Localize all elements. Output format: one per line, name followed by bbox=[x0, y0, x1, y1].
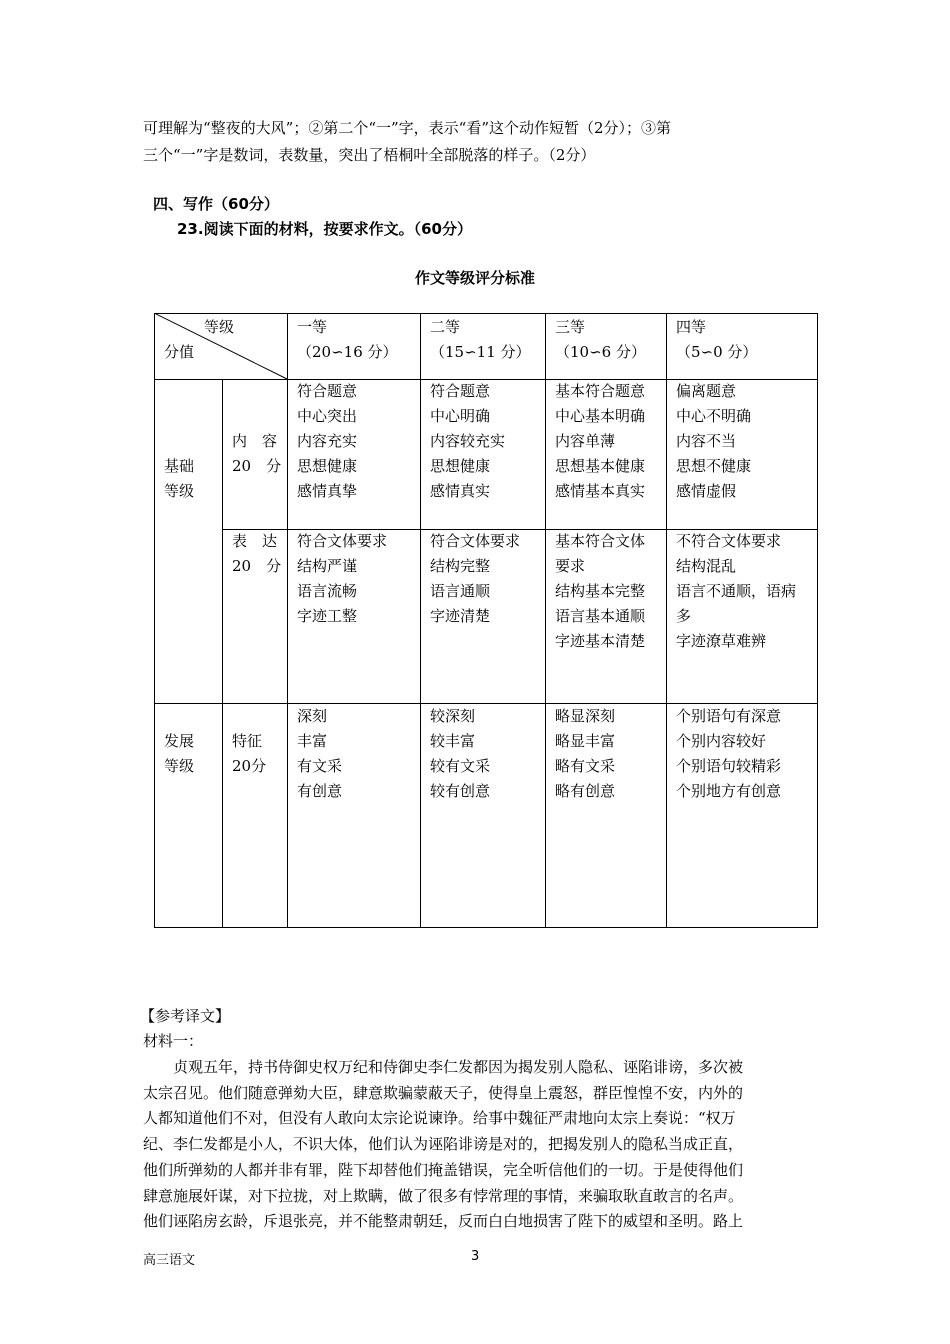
expression-label-2: 20 分 bbox=[232, 557, 282, 575]
content-g2-1: 符合题意 bbox=[430, 382, 491, 400]
development-g2-2: 较丰富 bbox=[430, 732, 476, 750]
translation-line: 纪、李仁发都是小人，不识大体，他们认为诬陷诽谤是对的，把揭发别人的隐私当成正直， bbox=[143, 1135, 744, 1154]
content-g1-5: 感情真挚 bbox=[297, 482, 358, 500]
development-g4-4: 个别地方有创意 bbox=[676, 782, 782, 800]
expression-g1-2: 结构严谨 bbox=[297, 557, 358, 575]
content-g1-3: 内容充实 bbox=[297, 432, 358, 450]
section-title: 四、写作（60分） bbox=[153, 195, 279, 213]
grade-4-name: 四等 bbox=[676, 318, 707, 336]
development-g3-4: 略有创意 bbox=[555, 782, 616, 800]
content-g3-1: 基本符合题意 bbox=[555, 382, 646, 400]
content-g3-3: 内容单薄 bbox=[555, 432, 616, 450]
content-label-2: 20 分 bbox=[232, 457, 282, 475]
expression-g3-5: 字迹基本清楚 bbox=[555, 632, 646, 650]
basic-label-1: 基础 bbox=[164, 457, 195, 475]
grade-1-range: （20∽16 分） bbox=[297, 343, 398, 361]
content-g4-1: 偏离题意 bbox=[676, 382, 737, 400]
grade-4-range: （5∽0 分） bbox=[676, 343, 758, 361]
content-g1-2: 中心突出 bbox=[297, 407, 358, 425]
development-g3-1: 略显深刻 bbox=[555, 707, 616, 725]
grade-3-name: 三等 bbox=[555, 318, 586, 336]
development-label-2: 等级 bbox=[164, 757, 195, 775]
content-label-1: 内 容 bbox=[232, 432, 278, 450]
header-level: 等级 bbox=[204, 318, 235, 336]
translation-line: 太宗召见。他们随意弹劾大臣，肆意欺骗蒙蔽天子，使得皇上震怒，群臣惶惶不安，内外的 bbox=[143, 1083, 744, 1102]
expression-g4-5: 字迹潦草难辨 bbox=[676, 632, 767, 650]
translation-line: 他们所弹劾的人都并非有罪，陛下却替他们掩盖错误，完全听信他们的一切。于是使得他们 bbox=[143, 1160, 744, 1179]
expression-g2-4: 字迹清楚 bbox=[430, 607, 491, 625]
grade-2-range: （15∽11 分） bbox=[430, 343, 531, 361]
expression-g2-2: 结构完整 bbox=[430, 557, 491, 575]
translation-heading: 【参考译文】 bbox=[140, 1007, 231, 1025]
content-g4-4: 思想不健康 bbox=[676, 457, 752, 475]
expression-g1-1: 符合文体要求 bbox=[297, 532, 388, 550]
footer-subject: 高三语文 bbox=[143, 1253, 196, 1268]
development-g2-1: 较深刻 bbox=[430, 707, 476, 725]
development-g1-4: 有创意 bbox=[297, 782, 343, 800]
content-g3-4: 思想基本健康 bbox=[555, 457, 646, 475]
rubric-table bbox=[154, 313, 818, 928]
question-23: 23.阅读下面的材料，按要求作文。（60分） bbox=[177, 220, 472, 238]
rubric-title: 作文等级评分标准 bbox=[414, 269, 535, 287]
translation-line: 肆意施展奸谋，对下拉拢，对上欺瞒，做了很多有悖常理的事情，来骗取耿直敢言的名声。 bbox=[143, 1186, 744, 1205]
content-g3-5: 感情基本真实 bbox=[555, 482, 646, 500]
expression-g3-4: 语言基本通顺 bbox=[555, 607, 646, 625]
development-g4-1: 个别语句有深意 bbox=[676, 707, 782, 725]
content-g2-5: 感情真实 bbox=[430, 482, 491, 500]
content-g1-1: 符合题意 bbox=[297, 382, 358, 400]
development-g2-3: 较有文采 bbox=[430, 757, 491, 775]
header-score: 分值 bbox=[164, 343, 195, 361]
grade-3-range: （10∽6 分） bbox=[555, 343, 646, 361]
content-g2-2: 中心明确 bbox=[430, 407, 491, 425]
expression-g4-3: 语言不通顺，语病 bbox=[676, 582, 797, 600]
answer-line-1: 可理解为“整夜的大风”；②第二个“一”字，表示“看”这个动作短暂（2分）；③第 bbox=[143, 119, 672, 137]
development-label-1: 发展 bbox=[164, 732, 195, 750]
grade-2-name: 二等 bbox=[430, 318, 461, 336]
translation-line: 他们诬陷房玄龄，斥退张亮，并不能整肃朝廷，反而白白地损害了陛下的威望和圣明。路上 bbox=[143, 1212, 744, 1231]
translation-body bbox=[143, 1055, 811, 1235]
translation-line: 人都知道他们不对，但没有人敢向太宗论说谏诤。给事中魏征严肃地向太宗上奏说：“权万 bbox=[143, 1109, 736, 1128]
development-g1-1: 深刻 bbox=[297, 707, 328, 725]
answer-line-2: 三个“一”字是数词，表数量，突出了梧桐叶全部脱落的样子。（2分） bbox=[143, 146, 596, 164]
expression-g1-3: 语言流畅 bbox=[297, 582, 358, 600]
content-g2-4: 思想健康 bbox=[430, 457, 491, 475]
grade-1-name: 一等 bbox=[297, 318, 328, 336]
feature-label-2: 20分 bbox=[232, 757, 267, 775]
development-g3-2: 略显丰富 bbox=[555, 732, 616, 750]
development-g1-2: 丰富 bbox=[297, 732, 328, 750]
development-g1-3: 有文采 bbox=[297, 757, 343, 775]
development-g2-4: 较有创意 bbox=[430, 782, 491, 800]
expression-g1-4: 字迹工整 bbox=[297, 607, 358, 625]
page-number: 3 bbox=[471, 1249, 480, 1264]
expression-g2-3: 语言通顺 bbox=[430, 582, 491, 600]
development-g3-3: 略有文采 bbox=[555, 757, 616, 775]
feature-label-1: 特征 bbox=[232, 732, 263, 750]
content-g1-4: 思想健康 bbox=[297, 457, 358, 475]
expression-g3-3: 结构基本完整 bbox=[555, 582, 646, 600]
expression-g3-1: 基本符合文体 bbox=[555, 532, 646, 550]
development-g4-2: 个别内容较好 bbox=[676, 732, 767, 750]
content-g2-3: 内容较充实 bbox=[430, 432, 506, 450]
content-g4-5: 感情虚假 bbox=[676, 482, 737, 500]
expression-label-1: 表 达 bbox=[232, 532, 278, 550]
basic-label-2: 等级 bbox=[164, 482, 195, 500]
expression-g4-1: 不符合文体要求 bbox=[676, 532, 782, 550]
expression-g3-2: 要求 bbox=[555, 557, 586, 575]
content-g4-3: 内容不当 bbox=[676, 432, 737, 450]
expression-g2-1: 符合文体要求 bbox=[430, 532, 521, 550]
expression-g4-2: 结构混乱 bbox=[676, 557, 737, 575]
material-label: 材料一： bbox=[143, 1032, 204, 1050]
development-g4-3: 个别语句较精彩 bbox=[676, 757, 782, 775]
expression-g4-4: 多 bbox=[676, 607, 692, 625]
translation-line: 贞观五年，持书侍御史权万纪和侍御史李仁发都因为揭发别人隐私、诬陷诽谤，多次被 bbox=[143, 1058, 744, 1076]
content-g3-2: 中心基本明确 bbox=[555, 407, 646, 425]
content-g4-2: 中心不明确 bbox=[676, 407, 752, 425]
